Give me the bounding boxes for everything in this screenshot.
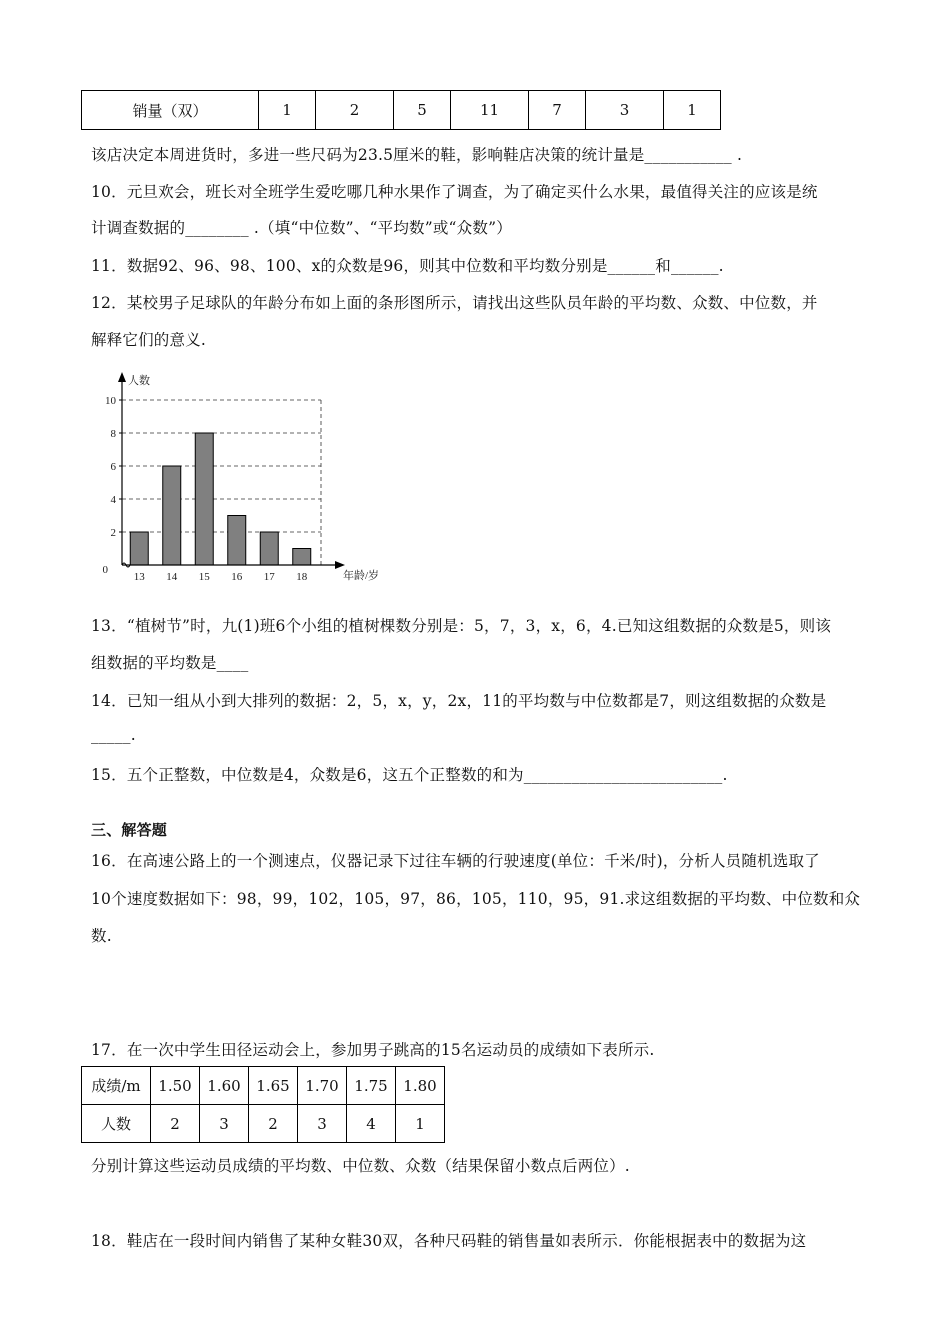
q9-tail-text: 该店决定本周进货时，多进一些尺码为23.5厘米的鞋，影响鞋店决策的统计量是___________ . <box>91 146 743 164</box>
sales-cell: 1 <box>259 91 316 130</box>
jump-score-cell: 1.70 <box>298 1067 347 1105</box>
sales-cell: 5 <box>394 91 451 130</box>
y-tick-label: 6 <box>110 461 116 473</box>
y-tick-label: 2 <box>110 527 116 539</box>
q16-line3: 数. <box>91 927 112 945</box>
x-tick-label: 16 <box>231 571 243 583</box>
sales-cell: 3 <box>586 91 664 130</box>
jump-count-cell: 3 <box>298 1105 347 1143</box>
sales-cell: 7 <box>529 91 586 130</box>
jump-row1-label: 成绩/m <box>82 1067 151 1105</box>
bar-age-16 <box>228 516 246 566</box>
jump-score-cell: 1.65 <box>249 1067 298 1105</box>
jump-score-cell: 1.80 <box>396 1067 445 1105</box>
origin-label: 0 <box>102 564 108 576</box>
y-tick-label: 4 <box>110 494 116 506</box>
q17-intro: 17．在一次中学生田径运动会上，参加男子跳高的15名运动员的成绩如下表所示. <box>91 1041 655 1059</box>
q15-text: 15．五个正整数，中位数是4，众数是6，这五个正整数的和为_________________________. <box>91 766 728 784</box>
x-tick-label: 15 <box>198 571 210 583</box>
jump-score-cell: 1.50 <box>151 1067 200 1105</box>
x-axis-label: 年龄/岁 <box>343 570 380 582</box>
section-heading: 三、解答题 <box>91 821 168 839</box>
q12-line2: 解释它们的意义. <box>91 331 207 349</box>
y-tick-label: 10 <box>105 395 116 407</box>
jump-count-cell: 2 <box>151 1105 200 1143</box>
y-axis-arrow <box>118 372 126 382</box>
x-axis-arrow <box>335 561 345 569</box>
q12-line1: 12．某校男子足球队的年龄分布如上面的条形图所示，请找出这些队员年龄的平均数、众数、中位数，并 <box>91 294 818 312</box>
q14-line2: _____. <box>91 726 136 744</box>
bar-age-18 <box>293 549 311 566</box>
bar-age-15 <box>195 433 213 565</box>
y-axis-label: 人数 <box>128 375 150 387</box>
sales-cell: 1 <box>664 91 721 130</box>
bar-age-17 <box>260 532 278 565</box>
jump-count-cell: 2 <box>249 1105 298 1143</box>
y-tick-label: 8 <box>110 428 116 440</box>
q16-line2: 10个速度数据如下：98，99，102，105，97，86，105，110，95，91.求这组数据的平均数、中位数和众 <box>91 890 861 908</box>
sales-cell: 11 <box>451 91 529 130</box>
bar-age-14 <box>163 466 181 565</box>
bar-age-13 <box>130 532 148 565</box>
q13-line1: 13．“植树节”时，九(1)班6个小组的植树棵数分别是：5，7，3，x，6，4.已知这组数据的众数是5，则该 <box>91 617 832 635</box>
q10-line2: 计调查数据的________ .（填“中位数”、“平均数”或“众数”） <box>91 219 512 237</box>
q13-line2: 组数据的平均数是____ <box>91 654 249 672</box>
x-tick-label: 14 <box>166 571 178 583</box>
sales-table <box>81 90 721 130</box>
high-jump-table <box>81 1066 445 1143</box>
x-tick-label: 13 <box>133 571 145 583</box>
x-tick-label: 18 <box>296 571 308 583</box>
sales-cell: 2 <box>316 91 394 130</box>
age-bar-chart <box>96 368 386 588</box>
sales-table-label: 销量（双） <box>82 91 259 130</box>
q18-text: 18．鞋店在一段时间内销售了某种女鞋30双，各种尺码鞋的销售量如表所示．你能根据表中的数据为这 <box>91 1232 807 1250</box>
jump-score-cell: 1.60 <box>200 1067 249 1105</box>
x-tick-label: 17 <box>263 571 275 583</box>
jump-count-cell: 4 <box>347 1105 396 1143</box>
jump-count-cell: 3 <box>200 1105 249 1143</box>
q14-line1: 14．已知一组从小到大排列的数据：2，5，x，y，2x，11的平均数与中位数都是7，则这组数据的众数是 <box>91 692 827 710</box>
q11-text: 11．数据92、96、98、100、x的众数是96，则其中位数和平均数分别是______和______. <box>91 257 724 275</box>
jump-row2-label: 人数 <box>82 1105 151 1143</box>
jump-score-cell: 1.75 <box>347 1067 396 1105</box>
q16-line1: 16．在高速公路上的一个测速点，仪器记录下过往车辆的行驶速度(单位：千米/时)，分析人员随机选取了 <box>91 852 820 870</box>
q17-after: 分别计算这些运动员成绩的平均数、中位数、众数（结果保留小数点后两位）. <box>91 1157 630 1175</box>
q10-line1: 10．元旦欢会，班长对全班学生爱吃哪几种水果作了调查，为了确定买什么水果，最值得关注的应该是统 <box>91 183 818 201</box>
jump-count-cell: 1 <box>396 1105 445 1143</box>
